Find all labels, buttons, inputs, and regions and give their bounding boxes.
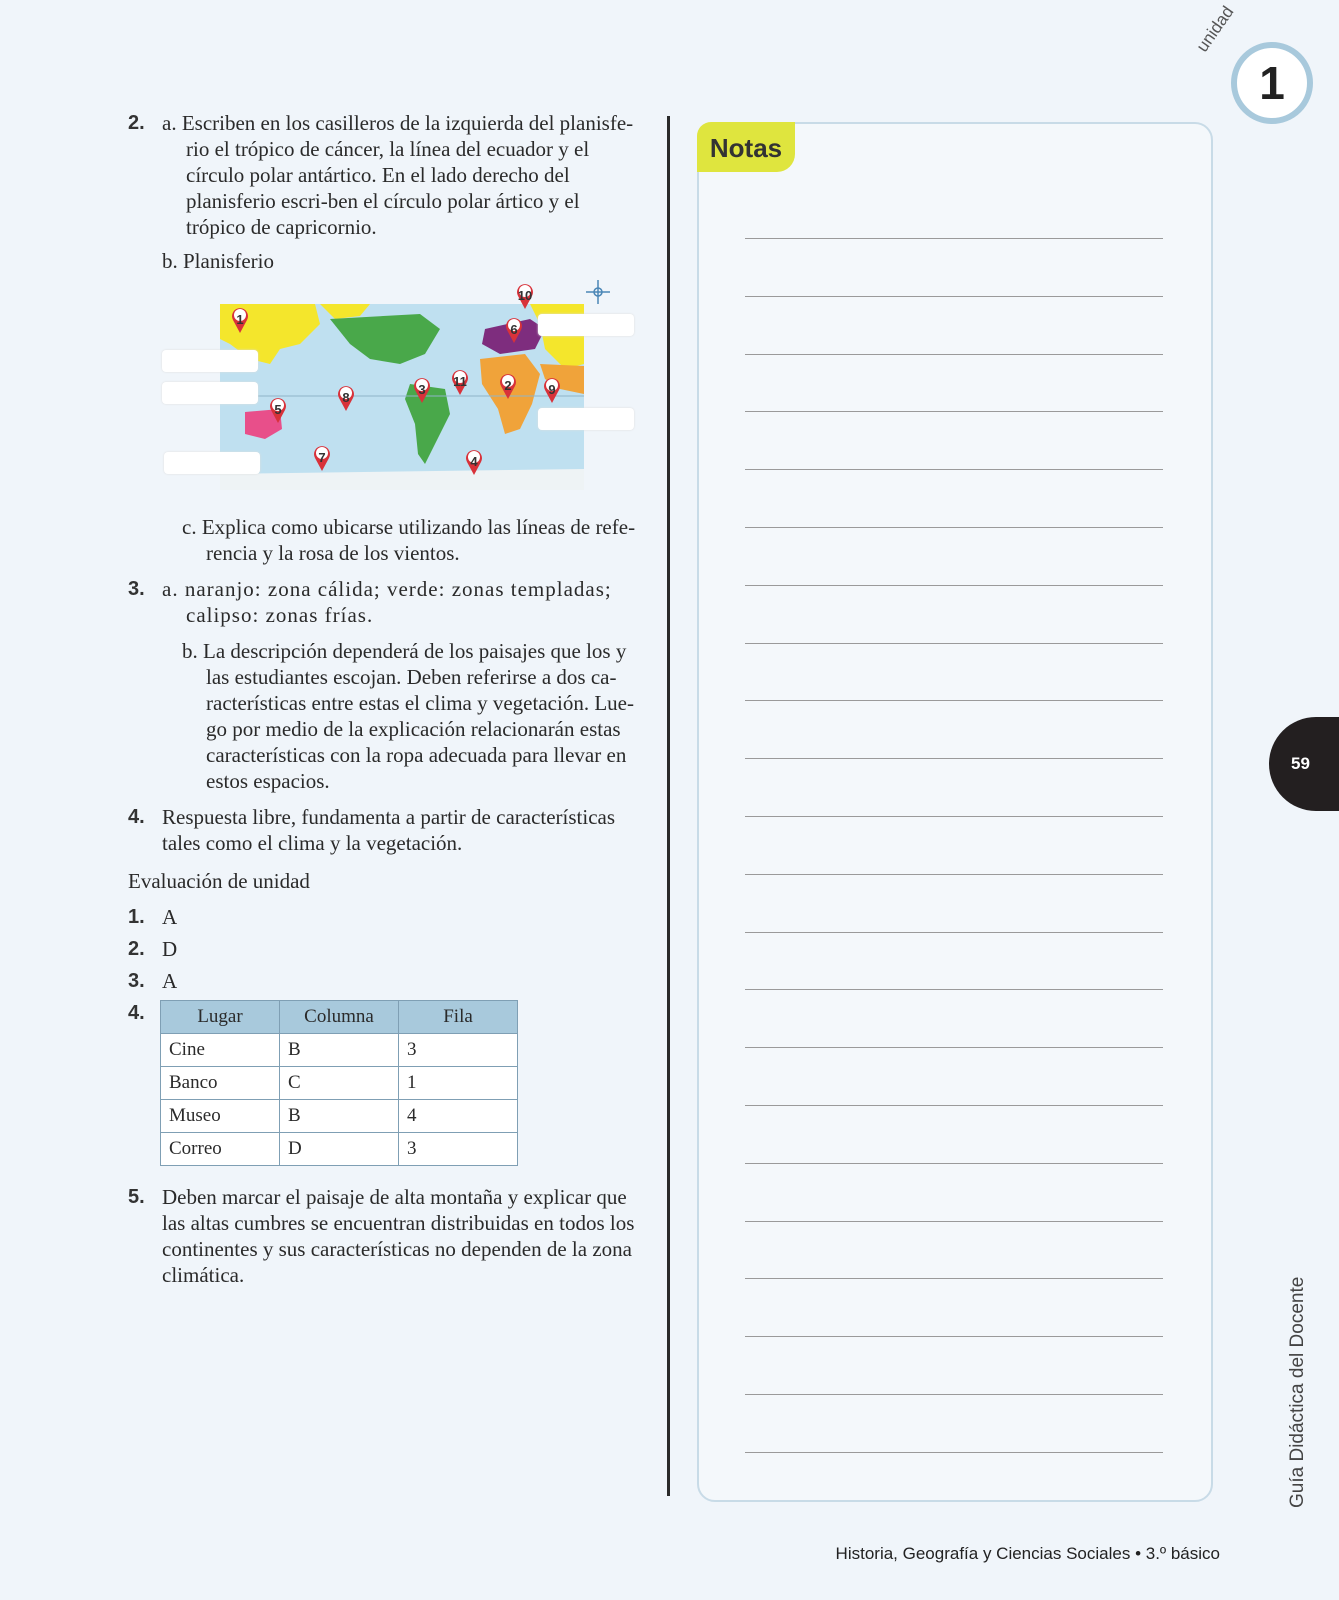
answer-2c-block [124,514,644,566]
answer-number: 3. [128,578,145,600]
answer-2c: c. Explica como ubicarse utilizando las líneas de refe-rencia y la rosa de los vientos. [182,515,636,565]
table-row [161,1100,518,1133]
evaluation-heading: Evaluación de unidad [128,869,310,893]
table-cell: D [280,1133,399,1166]
table-cell: Correo [161,1133,280,1166]
table-cell: 1 [399,1067,518,1100]
note-line [745,874,1163,875]
note-line [745,1163,1163,1164]
table-cell: B [280,1034,399,1067]
evaluation-answer [124,936,644,962]
answer-number: 4. [128,806,145,828]
note-line [745,527,1163,528]
note-line [745,1047,1163,1048]
answer-5-text: Deben marcar el paisaje de alta montaña y explicar que las altas cumbres se encuentran distribuidas en todos los continentes y sus características no dependen de la zona climática. [162,1185,635,1287]
compass-rose-icon [584,278,612,306]
note-line [745,700,1163,701]
places-table [160,1000,518,1166]
table-row [161,1034,518,1067]
note-line [745,758,1163,759]
footer: Historia, Geografía y Ciencias Sociales • 3.º básico [835,1544,1220,1563]
map-pin: 8 [336,384,356,412]
answers-column [124,110,644,1298]
map-pin: 2 [498,372,518,400]
notes-title: Notas [697,122,795,172]
answer-3 [124,576,644,794]
answer-number: 5. [128,1186,145,1208]
label-box-right-2[interactable] [538,408,634,430]
note-line [745,354,1163,355]
note-line [745,411,1163,412]
answer-2b: b. Planisferio [162,249,274,273]
map-pin: 9 [542,376,562,404]
answer-2a: a. Escriben en los casilleros de la izquierda del planisfe-rio el trópico de cáncer, la línea del ecuador y el círculo polar antártico. En el lado derecho del planisferio escri-ben el círculo polar ártico y el trópico de capricornio. [162,111,634,239]
map-pin: 4 [464,448,484,476]
answer-number: 2. [128,112,145,134]
table-cell: Cine [161,1034,280,1067]
map-pin: 1 [230,306,250,334]
answer-value: D [162,937,178,961]
note-line [745,989,1163,990]
table-header: Lugar [161,1001,280,1034]
answer-number: 4. [128,1002,145,1024]
answer-number: 2. [128,938,145,960]
label-box-left-2[interactable] [162,382,258,404]
table-cell: Museo [161,1100,280,1133]
evaluation-answer [124,904,644,930]
map-pin: 10 [515,282,535,310]
note-line [745,932,1163,933]
side-label: Guía Didáctica del Docente [1287,1276,1308,1508]
page-number: 59 [1269,717,1339,811]
note-line [745,585,1163,586]
evaluation-answer-4 [124,1000,644,1166]
unit-number-badge: 1 [1231,42,1313,124]
note-line [745,1105,1163,1106]
map-pin: 11 [450,368,470,396]
table-header: Fila [399,1001,518,1034]
note-line [745,469,1163,470]
note-line [745,643,1163,644]
table-cell: 3 [399,1133,518,1166]
answer-number: 3. [128,970,145,992]
table-header-row [161,1001,518,1034]
table-cell: 4 [399,1100,518,1133]
evaluation-answer [124,968,644,994]
note-line [745,238,1163,239]
column-divider [667,116,670,1496]
evaluation-answer-5 [124,1184,644,1288]
answer-3a: a. naranjo: zona cálida; verde: zonas templadas; calipso: zonas frías. [162,577,612,627]
answer-value: A [162,905,178,929]
answer-3b: b. La descripción dependerá de los paisajes que los y las estudiantes escojan. Deben referirse a dos ca-racterísticas entre estas el clima y vegetación. Lue-go por medio de la explicación relacionarán estas características con la ropa adecuada para llevar en estos espacios. [182,639,634,793]
label-box-left-1[interactable] [162,350,258,372]
notes-panel [697,122,1213,1502]
table-row [161,1133,518,1166]
answer-4-text: Respuesta libre, fundamenta a partir de características tales como el clima y la vegetación. [162,805,616,855]
table-header: Columna [280,1001,399,1034]
answer-number: 1. [128,906,145,928]
answer-value: A [162,969,178,993]
table-cell: C [280,1067,399,1100]
table-cell: B [280,1100,399,1133]
note-line [745,1452,1163,1453]
map-pin: 3 [412,376,432,404]
note-line [745,1278,1163,1279]
note-line [745,816,1163,817]
note-line [745,1394,1163,1395]
map-pin: 6 [504,316,524,344]
world-map [160,284,640,494]
map-pin: 5 [268,396,288,424]
label-box-left-3[interactable] [164,452,260,474]
unit-label: unidad [1192,2,1238,56]
note-line [745,296,1163,297]
answer-4 [124,804,644,856]
map-pin: 7 [312,444,332,472]
table-cell: 3 [399,1034,518,1067]
table-row [161,1067,518,1100]
label-box-right-1[interactable] [538,314,634,336]
note-line [745,1221,1163,1222]
answer-2 [124,110,644,274]
table-cell: Banco [161,1067,280,1100]
note-line [745,1336,1163,1337]
